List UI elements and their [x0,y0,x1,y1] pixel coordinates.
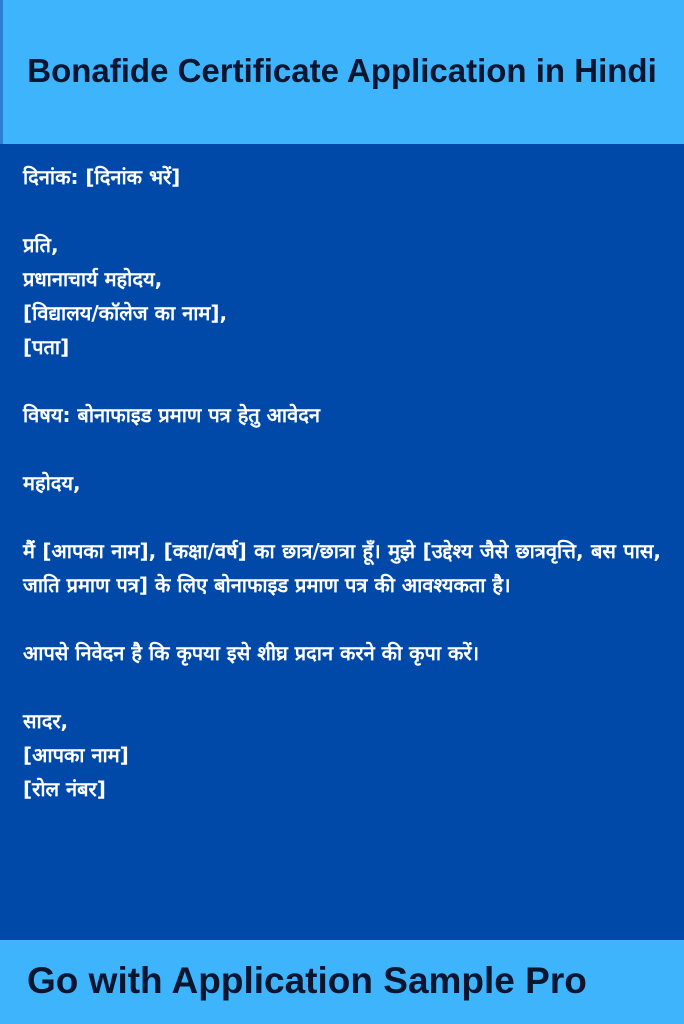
page-title: Bonafide Certificate Application in Hindi [27,52,657,89]
name-line: [आपका नाम] [23,743,129,767]
spacer [23,500,661,534]
footer-text: Go with Application Sample Pro [27,960,587,1001]
letter-body [23,160,661,806]
header-banner [0,0,684,144]
institution-line: [विद्यालय/कॉलेज का नाम], [23,301,228,325]
spacer [23,194,661,228]
closing-line: सादर, [23,709,69,733]
roll-line: [रोल नंबर] [23,777,106,801]
request-line: आपसे निवेदन है कि कृपया इसे शीघ्र प्रदान करने की कृपा करें। [23,641,480,665]
recipient-line: प्रधानाचार्य महोदय, [23,267,163,291]
spacer [23,602,661,636]
footer-banner [0,940,684,1024]
spacer [23,432,661,466]
date-line: दिनांक: [दिनांक भरें] [23,165,181,189]
body-paragraph: मैं [आपका नाम], [कक्षा/वर्ष] का छात्र/छात्रा हूँ। मुझे [उद्देश्य जैसे छात्रवृत्ति, बस पास, जाति प्रमाण पत्र] के लिए बोनाफाइड प्रमाण पत्र की आवश्यकता है। [23,539,661,597]
spacer [23,364,661,398]
subject-line: विषय: बोनाफाइड प्रमाण पत्र हेतु आवेदन [23,403,320,427]
letter-panel [0,144,684,940]
spacer [23,670,661,704]
to-line: प्रति, [23,233,59,257]
salutation-line: महोदय, [23,471,81,495]
address-line: [पता] [23,335,70,359]
